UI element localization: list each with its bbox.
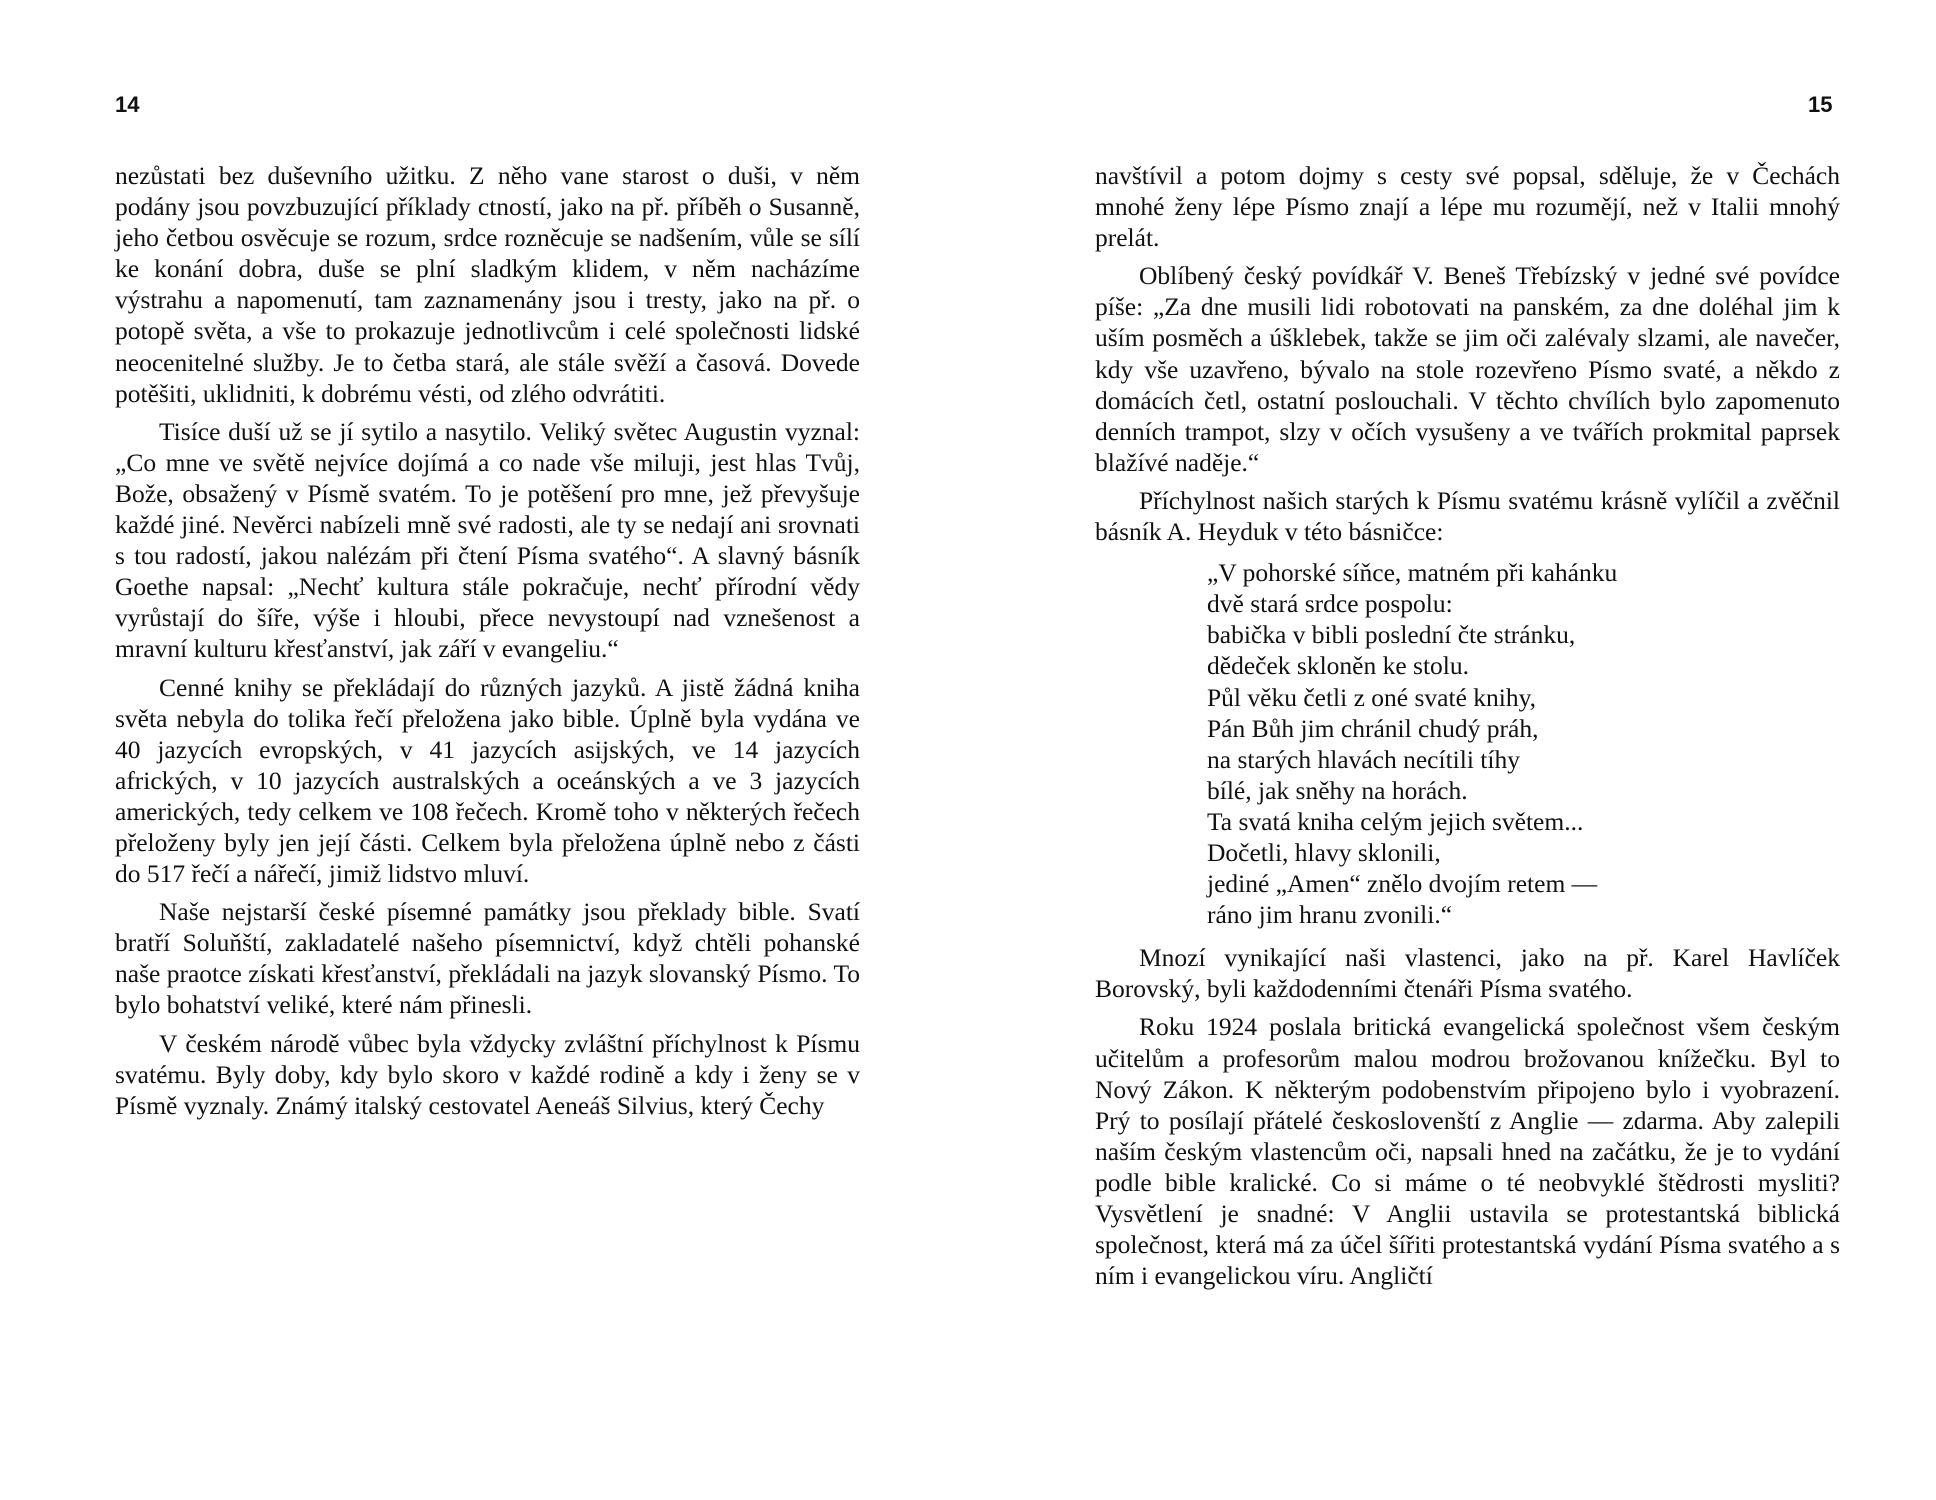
- poem-line: Pán Bůh jim chránil chudý práh,: [1207, 713, 1539, 743]
- paragraph: Roku 1924 poslala britická evangelická společnost všem českým učitelům a profesorům malou modrou brožovanou knížečku. Byl to Nový Zákon. K některým podobenstvím připojeno bylo i vyobrazení. Prý to posílají přátelé českoslovenští z Anglie — zdarma. Aby zalepili naším českým vlastencům oči, napsali hned na začátku, že je to vydání podle bible kralické. Co si máme o té neobvyklé štědrosti mysliti? Vysvětlení je snadné: V Anglii ustavila se protestantská biblická společnost, která má za účel šířiti protestantská vydání Písma svatého a s ním i evangelickou víru. Angličtí: [1095, 1012, 1840, 1291]
- poem-line: babička v bibli poslední čte stránku,: [1207, 620, 1576, 650]
- poem-line: Dočetli, hlavy sklonili,: [1207, 837, 1441, 867]
- paragraph: nezůstati bez duševního užitku. Z něho vane starost o duši, v něm podány jsou povzbuzující příklady ctností, jako na př. příběh o Susanně, jeho četbou osvěcuje se rozum, srdce rozněcuje se nadšením, vůle se sílí ke konání dobra, duše se plní sladkým klidem, v něm nacházíme výstrahu a napomenutí, tam zaznamenány jsou i tresty, jako na př. o potopě světa, a vše to prokazuje jednotlivcům i celé společnosti lidské neocenitelné služby. Je to četba stará, ale stále svěží a časová. Dovede potěšiti, uklidniti, k dobrému vésti, od zlého odvrátiti.: [115, 161, 860, 408]
- poem-line: ráno jim hranu zvonili.“: [1207, 900, 1453, 930]
- poem-line: Ta svatá kniha celým jejich světem...: [1207, 806, 1584, 836]
- paragraph: Příchylnost našich starých k Písmu svatému krásně vylíčil a zvěčnil básník A. Heyduk v této básničce:: [1095, 485, 1840, 547]
- paragraph: Cenné knihy se překládají do různých jazyků. A jistě žádná kniha světa nebyla do tolika řečí přeložena jako bible. Úplně byla vydána ve 40 jazycích evropských, v 41 jazycích asijských, ve 14 jazycích afrických, v 10 jazycích australských a oceánských a ve 3 jazycích amerických, tedy celkem ve 108 řečech. Kromě toho v některých řečech přeloženy byly jen její části. Celkem byla přeložena úplně nebo z části do 517 řečí a nářečí, jimiž lidstvo mluví.: [115, 672, 860, 889]
- paragraph: Oblíbený český povídkář V. Beneš Třebízský v jedné své povídce píše: „Za dne musili lidi robotovati na panském, za dne doléhal jim k uším posměch a úšklebek, takže se jim oči zalévaly slzami, ale navečer, kdy vše uzavřeno, bývalo na stole rozevřeno Písmo svaté, a někdo z domácích četl, ostatní poslouchali. V těchto chvílích bylo zapomenuto denních trampot, slzy v očích vysušeny a ve tvářích prokmital paprsek blažívé naděje.“: [1095, 261, 1840, 477]
- right-page-text: [1095, 160, 1840, 1298]
- paragraph: Mnozí vynikající naši vlastenci, jako na př. Karel Havlíček Borovský, byli každodenními čtenáři Písma svatého.: [1095, 943, 1840, 1004]
- poem: [1207, 557, 1840, 930]
- poem-line: jediné „Amen“ znělo dvojím retem —: [1207, 869, 1598, 899]
- paragraph: Tisíce duší už se jí sytilo a nasytilo. Veliký světec Augustin vyznal: „Co mne ve světě nejvíce dojímá a co nade vše miluji, jest hlas Tvůj, Bože, obsažený v Písmě svatém. To je potěšení pro mne, jež převyšuje každé jiné. Nevěrci nabízeli mně své radosti, ale ty se nedají ani srovnati s tou radostí, jakou nalézám při čtení Písma svatého“. A slavný básník Goethe napsal: „Nechť kultura stále pokračuje, nechť přírodní vědy vyrůstají do šíře, výše i hloubi, přece nevystoupí nad vznešenost a mravní kulturu křesťanství, jak září v evangeliu.“: [115, 416, 860, 664]
- right-page: [968, 0, 1936, 1500]
- paragraph: navštívil a potom dojmy s cesty své popsal, sděluje, že v Čechách mnohé ženy lépe Písmo znají a lépe mu rozumějí, než v Italii mnohý prelát.: [1095, 161, 1840, 253]
- paragraph: Naše nejstarší české písemné památky jsou překlady bible. Svatí bratří Soluňští, zakladatelé našeho písemnictví, když chtěli pohanské naše praotce získati křesťanství, překládali na jazyk slovanský Písmo. To bylo bohatství veliké, které nám přinesli.: [115, 897, 860, 1020]
- poem-line: dědeček skloněn ke stolu.: [1207, 651, 1470, 681]
- page-number-right: 15: [1808, 92, 1833, 117]
- poem-line: bílé, jak sněhy na horách.: [1207, 775, 1468, 805]
- poem-line: „V pohorské síňce, matném při kahánku: [1207, 558, 1618, 588]
- poem-line: dvě stará srdce pospolu:: [1207, 589, 1453, 619]
- paragraph: V českém národě vůbec byla vždycky zvláštní příchylnost k Písmu svatému. Byly doby, kdy bylo skoro v každé rodině a kdy i ženy se v Písmě vyznaly. Známý italský cestovatel Aeneáš Silvius, který Čechy: [115, 1028, 860, 1120]
- poem-line: na starých hlavách necítili tíhy: [1207, 744, 1520, 774]
- poem-line: Půl věku četli z oné svaté knihy,: [1207, 682, 1537, 712]
- left-page-text: [115, 160, 860, 1128]
- page-number-left: 14: [115, 92, 140, 117]
